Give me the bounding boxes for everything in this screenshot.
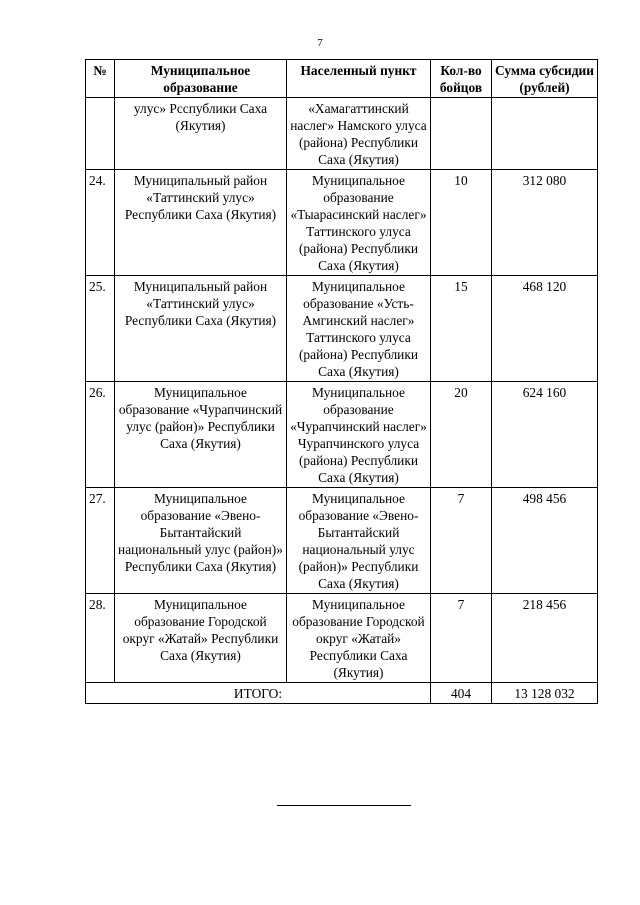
row-amount: 312 080 xyxy=(492,170,598,276)
row-fighters: 20 xyxy=(431,382,492,488)
row-fighters: 15 xyxy=(431,276,492,382)
row-municipality: Муниципальный район «Таттинский улус» Республики Саха (Якутия) xyxy=(115,170,287,276)
row-amount: 468 120 xyxy=(492,276,598,382)
row-settlement: Муниципальное образование Городской округ «Жатай» Республики Саха (Якутия) xyxy=(287,594,431,683)
row-fighters xyxy=(431,98,492,170)
header-fighters: Кол-во бойцов xyxy=(431,60,492,98)
row-num: 26. xyxy=(86,382,115,488)
table-body xyxy=(86,98,598,704)
table-row xyxy=(86,594,598,683)
header-municipality: Муниципальное образование xyxy=(115,60,287,98)
row-settlement: Муниципальное образование «Эвено-Бытантайский национальный улус (район)» Республики Саха (Якутия) xyxy=(287,488,431,594)
row-settlement: Муниципальное образование «Усть-Амгинский наслег» Таттинского улуса (района) Республики Саха (Якутия) xyxy=(287,276,431,382)
table-header xyxy=(86,60,598,98)
total-amount: 13 128 032 xyxy=(492,683,598,704)
row-fighters: 7 xyxy=(431,488,492,594)
row-municipality: Муниципальное образование «Эвено-Бытантайский национальный улус (район)» Республики Саха (Якутия) xyxy=(115,488,287,594)
table-row xyxy=(86,170,598,276)
row-amount: 624 160 xyxy=(492,382,598,488)
row-num: 25. xyxy=(86,276,115,382)
row-municipality: Муниципальный район «Таттинский улус» Республики Саха (Якутия) xyxy=(115,276,287,382)
row-num: 24. xyxy=(86,170,115,276)
end-of-document-line xyxy=(277,805,411,806)
row-fighters: 7 xyxy=(431,594,492,683)
table-row xyxy=(86,276,598,382)
row-settlement: Муниципальное образование «Тыарасинский наслег» Таттинского улуса (района) Республики Саха (Якутия) xyxy=(287,170,431,276)
row-num xyxy=(86,98,115,170)
row-fighters: 10 xyxy=(431,170,492,276)
header-num: № xyxy=(86,60,115,98)
total-label: ИТОГО: xyxy=(86,683,431,704)
table-row xyxy=(86,382,598,488)
row-municipality: улус» Рсспублики Саха (Якутия) xyxy=(115,98,287,170)
header-settlement: Населенный пункт xyxy=(287,60,431,98)
table-row xyxy=(86,488,598,594)
row-settlement: «Хамагаттинский наслег» Намского улуса (района) Республики Саха (Якутия) xyxy=(287,98,431,170)
header-row xyxy=(86,60,598,98)
header-amount: Сумма субсидии (рублей) xyxy=(492,60,598,98)
row-num: 28. xyxy=(86,594,115,683)
total-fighters: 404 xyxy=(431,683,492,704)
subsidy-table xyxy=(85,59,598,704)
table-row xyxy=(86,98,598,170)
row-settlement: Муниципальное образование «Чурапчинский наслег» Чурапчинского улуса (района) Республики Саха (Якутия) xyxy=(287,382,431,488)
row-amount xyxy=(492,98,598,170)
row-municipality: Муниципальное образование Городской округ «Жатай» Республики Саха (Якутия) xyxy=(115,594,287,683)
row-municipality: Муниципальное образование «Чурапчинский улус (район)» Республики Саха (Якутия) xyxy=(115,382,287,488)
page-number: 7 xyxy=(317,37,323,49)
row-amount: 498 456 xyxy=(492,488,598,594)
total-row xyxy=(86,683,598,704)
row-num: 27. xyxy=(86,488,115,594)
row-amount: 218 456 xyxy=(492,594,598,683)
